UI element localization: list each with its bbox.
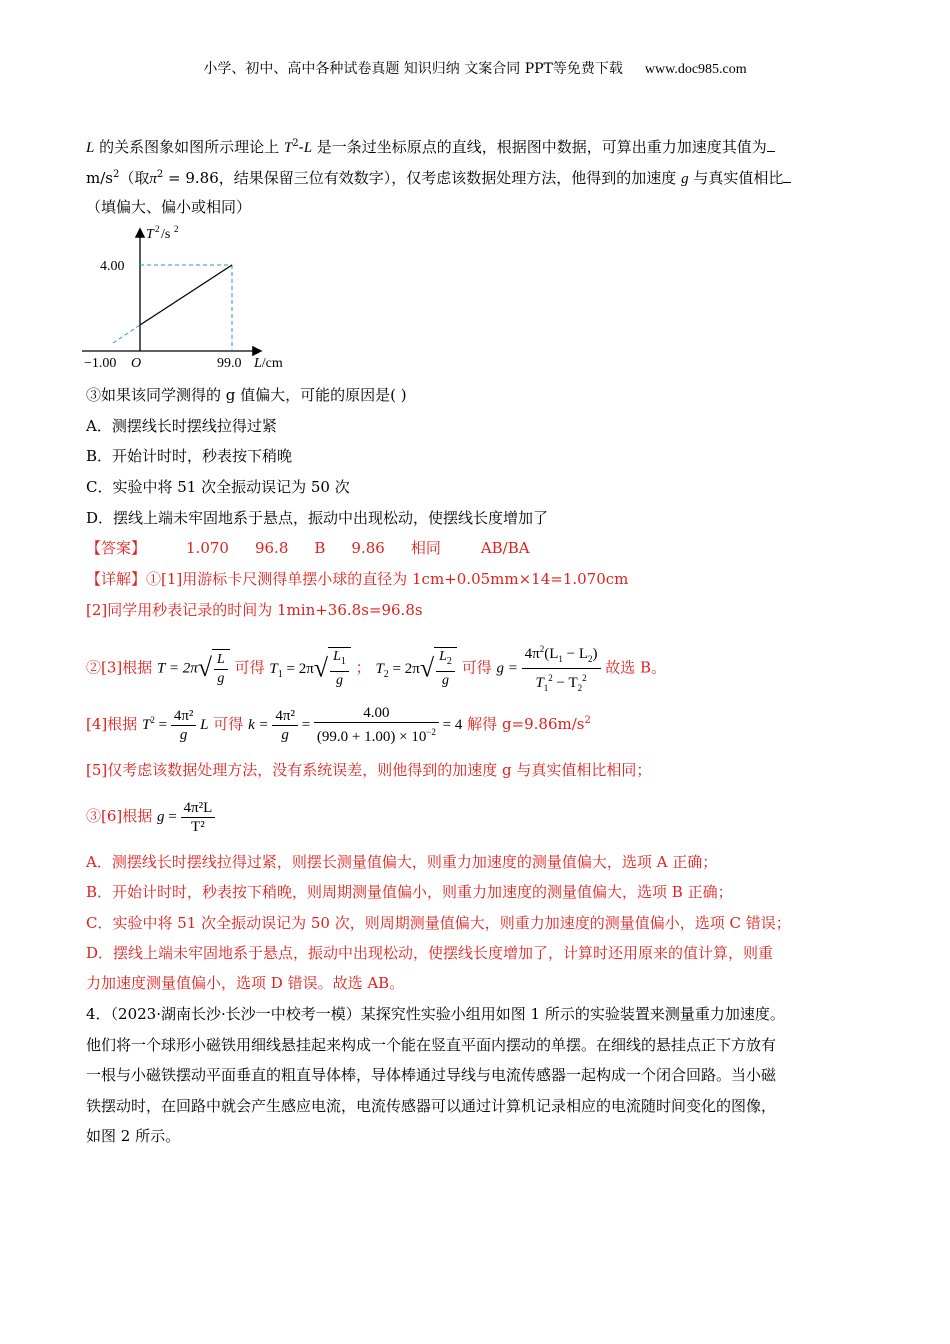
y-tick-label: 4.00 (100, 259, 125, 274)
q3-option-a: A．测摆线长时摆线拉得过紧 (86, 417, 277, 435)
header-url[interactable]: www.doc985.com (644, 62, 747, 77)
q4-line-1: 4．（2023·湖南长沙·长沙一中校考一模）某探究性实验小组用如图 1 所示的实验装置来测量重力加速度。 (86, 1005, 785, 1023)
t2-l-graph (82, 222, 322, 372)
explain-5: [5]仅考虑该数据处理方法，没有系统误差，则他得到的加速度 g 与真实值相比相同； (86, 761, 652, 779)
svg-text:2: 2 (174, 224, 179, 234)
q4-line-3: 一根与小磁铁摆动平面垂直的粗直导体棒，导体棒通过导线与电流传感器一起构成一个闭合回路。当小磁 (86, 1066, 777, 1084)
q4-line-5: 如图 2 所示。 (86, 1127, 181, 1145)
explain-1: 【详解】①[1]用游标卡尺测得单摆小球的直径为 1cm+0.05mm×14=1.070cm (86, 570, 629, 588)
explain-2: [2]同学用秒表记录的时间为 1min+36.8s=96.8s (86, 601, 423, 619)
svg-text:/s: /s (161, 227, 171, 242)
x-tick-label: 99.0 (217, 356, 242, 371)
explain-a: A．测摆线长时摆线拉得过紧，则摆长测量值偏大，则重力加速度的测量值偏大，选项 A 正确； (86, 853, 718, 871)
intro-line-2: $m/s^2$（取$\pi^2 = 9.86$，结果保留三位有效数字），仅考虑该数据处理方法，他得到的加速度 g 与真实值相比 (86, 165, 791, 189)
answer-label: 【答案】 (86, 539, 147, 557)
x-tick-neg: −1.00 (84, 356, 117, 371)
explain-d1: D．摆线上端未牢固地系于悬点，振动中出现松动，使摆线长度增加了，计算时还用原来的值计算，则重 (86, 944, 774, 962)
q3-option-d: D．摆线上端未牢固地系于悬点，振动中出现松动，使摆线长度增加了 (86, 509, 549, 527)
answer-6: AB/BA (480, 539, 530, 557)
explain-4: [4]根据 $T^2$ = $\frac{\text{4π²}}{g}$ L 可得 k = $\frac{\text{4π²}}{g}$ = $\frac{4.00}{(99.0 + 1.00) \times 10^{-2}}$ = 4 解得 $g=9.86m/s^2$ (86, 705, 591, 745)
explain-d2: 力加速度测量值偏小，选项 D 错误。故选 AB。 (86, 974, 405, 992)
answer-4: 9.86 (351, 539, 385, 557)
origin-label: O (131, 356, 142, 371)
q3-stem: ③如果该同学测得的 g 值偏大，可能的原因是( ) (86, 386, 407, 404)
svg-text:2: 2 (155, 224, 160, 234)
data-line-extension (113, 325, 140, 343)
x-axis-label: L/cm (254, 356, 283, 371)
answer-1: 1.070 (186, 539, 229, 557)
q3-option-c: C．实验中将 51 次全振动误记为 50 次 (86, 478, 350, 496)
intro-line-3: （填偏大、偏小或相同） (86, 198, 252, 216)
header-text: 小学、初中、高中各种试卷真题 知识归纳 文案合同 PPT等免费下载 (203, 61, 623, 77)
answer-3: B (314, 539, 326, 557)
y-axis-label: T (146, 227, 154, 242)
explain-b: B．开始计时时，秒表按下稍晚，则周期测量值偏小，则重力加速度的测量值偏大，选项 B 正确； (86, 883, 733, 901)
data-line (140, 265, 232, 325)
explain-3: ②[3]根据 T = 2π√ $\frac{L}{g}$ 可得 $T_1 = 2\pi√$ $\frac{L_1}{g}$ ； $T_2 = 2\pi√$ $\frac{L_2}{g}$ 可得 g = $\frac{4\pi^2(L_1 - L_2)}{T_1^2 - T_2^2}$ 故选 B。 (86, 640, 666, 697)
explain-c: C．实验中将 51 次全振动误记为 50 次，则周期测量值偏大，则重力加速度的测量值偏小，选项 C 错误； (86, 914, 791, 932)
answer-5: 相同 (410, 539, 441, 557)
q3-option-b: B．开始计时时，秒表按下稍晚 (86, 447, 293, 465)
answer-2: 96.8 (254, 539, 289, 557)
page-header (0, 58, 950, 78)
q4-line-4: 铁摆动时，在回路中就会产生感应电流，电流传感器可以通过计算机记录相应的电流随时间变化的图像， (86, 1097, 777, 1115)
explain-6: ③[6]根据 g = $\frac{\text{4π²L}}{\text{T²}}$ (86, 798, 215, 836)
q4-line-2: 他们将一个球形小磁铁用细线悬挂起来构成一个能在竖直平面内摆动的单摆。在细线的悬挂点正下方放有 (86, 1036, 777, 1054)
intro-line-1: L 的关系图象如图所示理论上 $T^2-L$ 是一条过坐标原点的直线，根据图中数据，可算出重力加速度其值为 (86, 134, 775, 158)
answer-line (86, 538, 556, 558)
